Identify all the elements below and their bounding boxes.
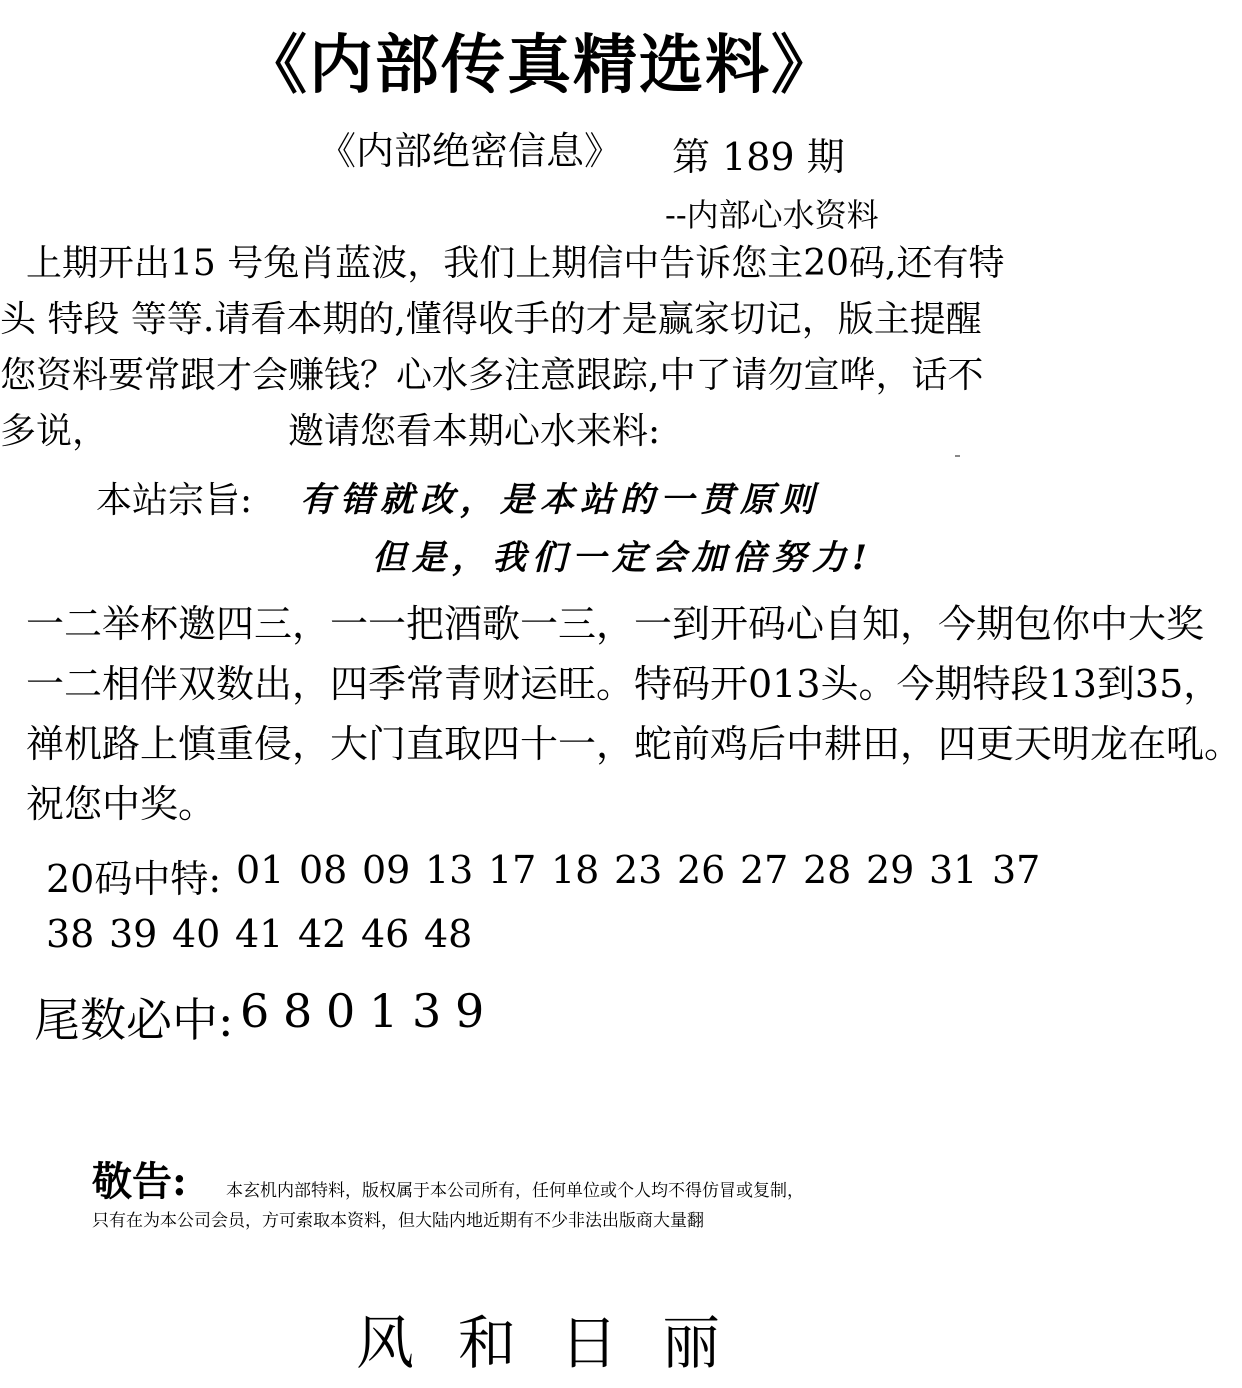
subtitle: 《内部绝密信息》 — [318, 129, 623, 173]
intro-line — [0, 404, 1080, 460]
code-number: 38 — [46, 912, 95, 956]
code-number: 01 — [236, 848, 285, 892]
notice-label: 敬告: — [92, 1158, 187, 1205]
tail-digit: 6 — [240, 984, 270, 1038]
tail-digit: 1 — [369, 984, 399, 1038]
code-number: 13 — [425, 848, 474, 892]
closing-phrase: 风和日丽 — [356, 1309, 765, 1377]
issue-number: 第 189 期 — [672, 135, 845, 179]
code-number: 08 — [299, 848, 348, 892]
code-number: 18 — [551, 848, 600, 892]
intro-line: 上期开出15 号兔肖蓝波，我们上期信中告诉您主20码,还有特 — [26, 243, 1005, 284]
page-title: 《内部传真精选料》 — [243, 28, 837, 103]
code-number: 40 — [172, 912, 221, 956]
notice-line: 本玄机内部特料，版权属于本公司所有，任何单位或个人均不得仿冒或复制， — [226, 1181, 804, 1201]
stray-mark — [955, 455, 960, 457]
code-number: 46 — [361, 912, 410, 956]
codes-row — [236, 848, 1055, 892]
intro-paragraph — [0, 236, 1080, 460]
source-label: --内部心水资料 — [665, 196, 879, 234]
poem-line: 禅机路上慎重侵，大门直取四十一，蛇前鸡后中耕田，四更天明龙在吼。 — [26, 722, 1242, 766]
code-number: 26 — [677, 848, 726, 892]
code-number: 37 — [992, 848, 1041, 892]
code-number: 09 — [362, 848, 411, 892]
motto-label: 本站宗旨: — [96, 480, 253, 521]
intro-line: 您资料要常跟才会赚钱？心水多注意跟踪,中了请勿宣哗，话不 — [0, 355, 984, 396]
codes-row — [46, 912, 487, 956]
tail-digit: 3 — [412, 984, 442, 1038]
intro-invite: 邀请您看本期心水来料: — [288, 411, 661, 452]
code-number: 28 — [803, 848, 852, 892]
code-number: 48 — [424, 912, 473, 956]
codes-label: 20码中特: — [46, 857, 222, 901]
intro-line: 头 特段 等等.请看本期的,懂得收手的才是赢家切记，版主提醒 — [0, 299, 982, 340]
tail-label: 尾数必中: — [34, 993, 234, 1047]
code-number: 27 — [740, 848, 789, 892]
intro-line-start: 多说， — [0, 411, 109, 452]
notice-line: 只有在为本公司会员，方可索取本资料，但大陆内地近期有不少非法出版商大量翻 — [92, 1211, 704, 1231]
poem-line: 一二举杯邀四三，一一把酒歌一三，一到开码心自知，今期包你中大奖 — [26, 602, 1205, 646]
tail-digit: 0 — [326, 984, 356, 1038]
motto-line: 但是，我们一定会加倍努力! — [372, 538, 873, 578]
code-number: 17 — [488, 848, 537, 892]
code-number: 31 — [929, 848, 978, 892]
tail-digit: 8 — [283, 984, 313, 1038]
poem-line: 祝您中奖。 — [26, 782, 217, 826]
tail-digit: 9 — [455, 984, 485, 1038]
code-number: 41 — [235, 912, 284, 956]
code-number: 29 — [866, 848, 915, 892]
tail-digits — [240, 984, 498, 1038]
code-number: 39 — [109, 912, 158, 956]
poem-line: 一二相伴双数出，四季常青财运旺。特码开013头。今期特段13到35， — [26, 662, 1222, 706]
motto-line: 有错就改，是本站的一贯原则 — [300, 480, 820, 520]
code-number: 42 — [298, 912, 347, 956]
code-number: 23 — [614, 848, 663, 892]
poem — [26, 594, 1242, 834]
